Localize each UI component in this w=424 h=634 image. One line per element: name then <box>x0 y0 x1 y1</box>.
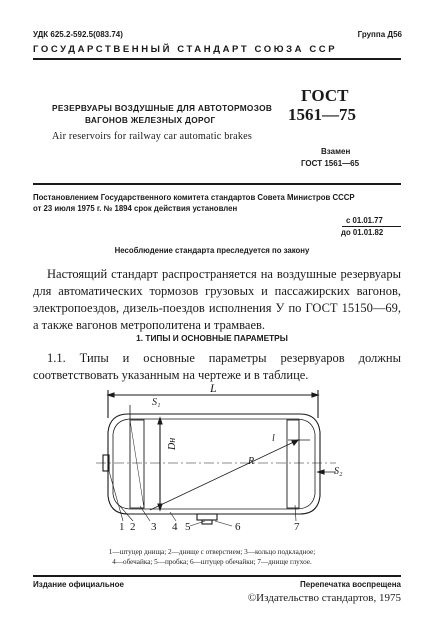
leader-4 <box>170 512 176 521</box>
gost-label: ГОСТ <box>301 86 349 105</box>
part-label-7: 7 <box>294 521 300 533</box>
official-edition: Издание официальное <box>33 580 124 589</box>
radius-line <box>150 437 298 510</box>
dim-label-DH: Dн <box>167 437 178 450</box>
dim-label-S2: S₂ <box>334 466 343 477</box>
title-ru-line2: ВАГОНОВ ЖЕЛЕЗНЫХ ДОРОГ <box>85 115 216 125</box>
radius-arrow <box>292 440 298 445</box>
effective-to: до 01.01.82 <box>341 228 384 237</box>
bottom-nozzle <box>197 514 217 520</box>
law-penalty-note: Несоблюдение стандарта преследуется по закону <box>114 246 310 255</box>
reservoir-body-inner <box>113 419 315 509</box>
copyright: ©Издательство стандартов, 1975 <box>247 592 401 604</box>
leader-1 <box>109 471 123 521</box>
footer-rule <box>33 575 401 577</box>
title-en: Air reservoirs for railway car automatic brakes <box>52 131 253 142</box>
left-ring-hatch <box>130 420 144 508</box>
length-arrow-left <box>108 393 114 397</box>
part-label-2: 2 <box>130 521 136 533</box>
legend-line2: 4—обечайка; 5—пробка; 6—штуцер обечайки; 7—днище глухое. <box>112 558 312 566</box>
part-label-5: 5 <box>185 521 191 533</box>
standard-org-title: ГОСУДАРСТВЕННЫЙ СТАНДАРТ СОЮЗА ССР <box>33 44 338 55</box>
right-ring <box>287 420 299 508</box>
gost-number: 1561—75 <box>288 105 356 124</box>
part-label-4: 4 <box>172 521 178 533</box>
title-ru-line1: РЕЗЕРВУАРЫ ВОЗДУШНЫЕ ДЛЯ АВТОТОРМОЗОВ <box>52 103 273 113</box>
group-code: Группа Д56 <box>357 30 402 39</box>
s2-arrow <box>318 470 324 474</box>
length-arrow-right <box>312 393 318 397</box>
replaces-value: ГОСТ 1561—65 <box>301 159 360 168</box>
udk-code: УДК 625.2-592.5(083.74) <box>33 30 123 39</box>
intro-paragraph: Настоящий стандарт распространяется на воздушные резервуары для автоматических тормозов грузовых и пассажирских вагонов, электропоездов, дизель-поездов исполнения У по ГОСТ 15150—69, а также вагонов метрополитена и трамваев. <box>33 267 401 332</box>
reprint-prohibited: Перепечатка воспрещена <box>300 580 401 589</box>
dim-label-S1: S₁ <box>152 397 161 408</box>
leader-6 <box>215 521 232 526</box>
dim-label-l: l <box>272 433 275 444</box>
replaces-label: Взамен <box>321 147 351 156</box>
dim-label-R: R <box>248 456 255 467</box>
part-label-3: 3 <box>151 521 157 533</box>
section-1-paragraph: 1.1. Типы и основные параметры резервуаров должны соответствовать указанным на чертеже и в таблице. <box>33 351 401 382</box>
bottom-plug <box>202 520 212 524</box>
decree-line1: Постановлением Государственного комитета стандартов Совета Министров СССР <box>33 193 355 202</box>
legend-line1: 1—штуцер днища; 2—днище с отверстием; 3—кольцо подкладное; <box>108 548 316 556</box>
section-1-heading: 1. ТИПЫ И ОСНОВНЫЕ ПАРАМЕТРЫ <box>136 333 288 343</box>
dim-label-L: L <box>210 381 217 395</box>
leader-7 <box>295 505 296 521</box>
effective-from: с 01.01.77 <box>346 216 383 225</box>
part-label-1: 1 <box>119 521 125 533</box>
part-label-6: 6 <box>235 521 241 533</box>
decree-line2: от 23 июля 1975 г. № 1894 срок действия установлен <box>33 204 238 213</box>
reservoir-body-outline <box>108 414 320 514</box>
